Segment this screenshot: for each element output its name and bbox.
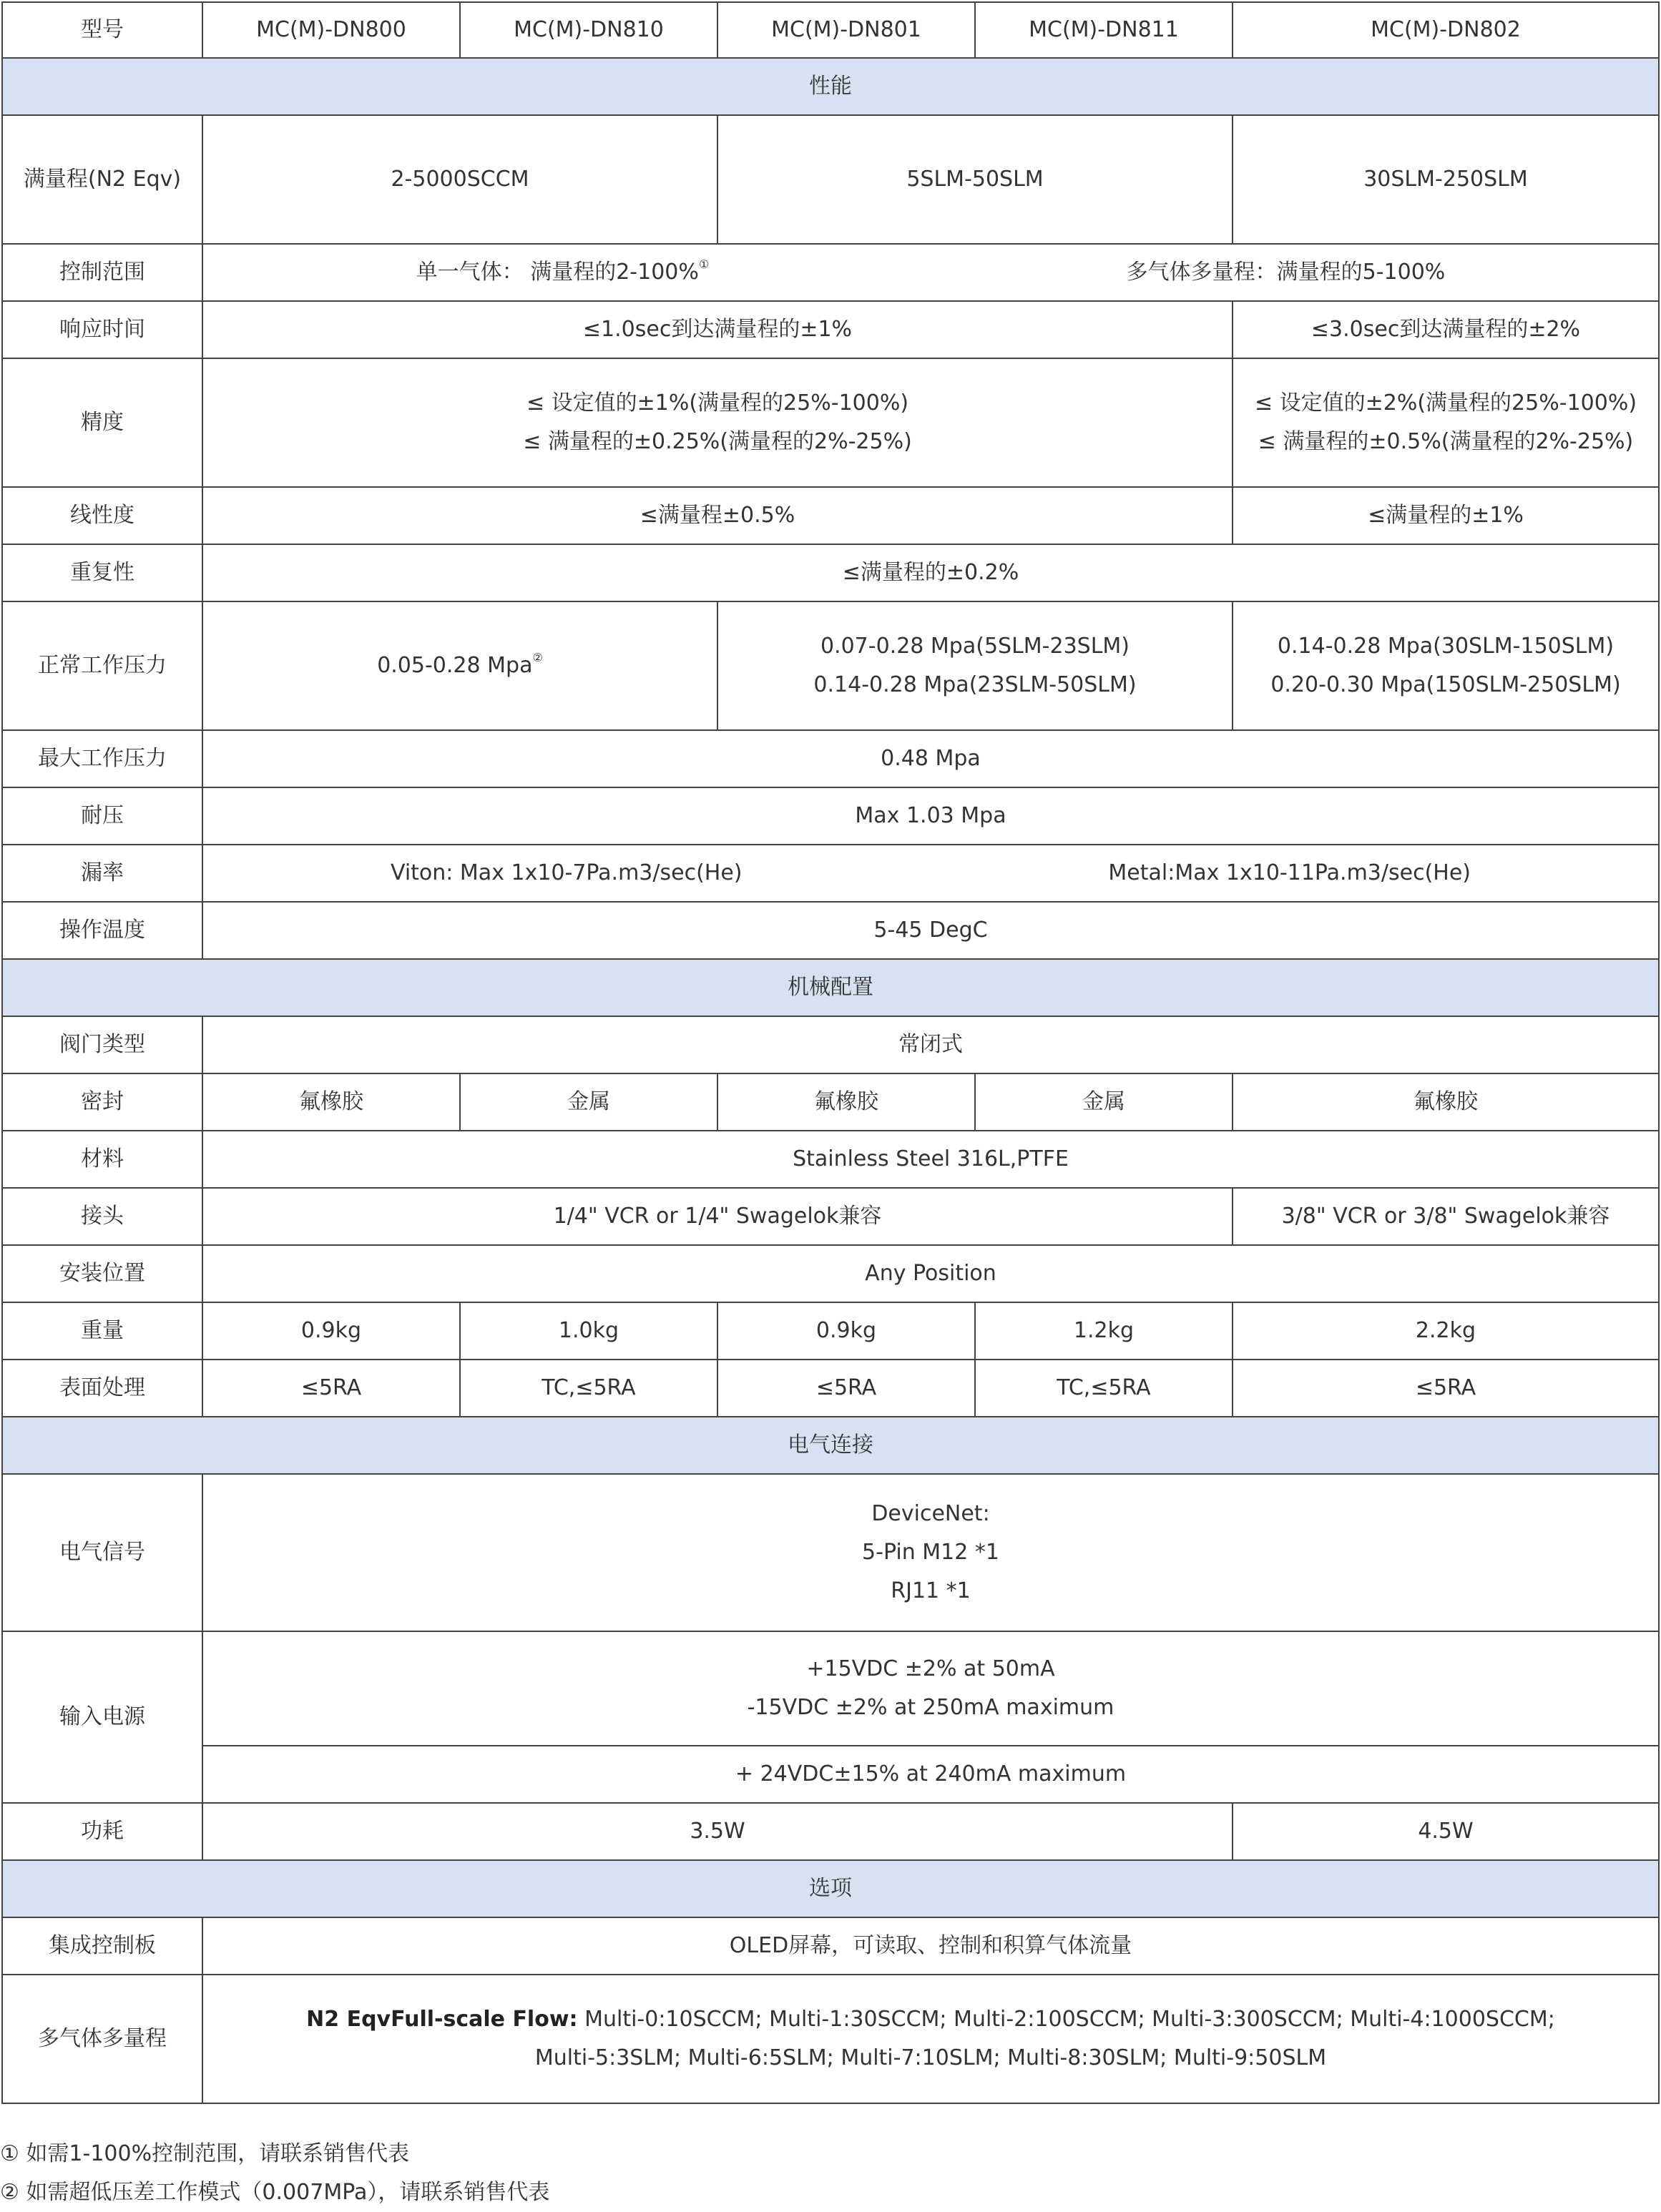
footnote-marker: ① <box>698 257 710 271</box>
single-gas-range: 单一气体： 满量程的2-100% <box>416 260 699 285</box>
proof-pressure-row <box>2 787 1659 845</box>
cell-value: 0.48 Mpa <box>202 730 1659 787</box>
max-pressure-row <box>2 730 1659 787</box>
metal-leak-rate: Metal:Max 1x10-11Pa.m3/sec(He) <box>1108 860 1471 885</box>
text-line: DeviceNet: <box>871 1501 990 1526</box>
cell-value: 2.2kg <box>1233 1302 1659 1360</box>
viton-leak-rate: Viton: Max 1x10-7Pa.m3/sec(He) <box>390 860 743 885</box>
cell-value: 金属 <box>975 1073 1233 1131</box>
seal-row <box>2 1073 1659 1131</box>
row-label: 控制范围 <box>2 244 202 301</box>
row-label: 线性度 <box>2 487 202 544</box>
cell-value: TC,≤5RA <box>975 1360 1233 1417</box>
cell-value: Max 1.03 Mpa <box>202 787 1659 845</box>
cell-value <box>1233 358 1659 487</box>
row-label: 安装位置 <box>2 1245 202 1302</box>
model-name: MC(M)-DN801 <box>717 2 975 58</box>
repeatability-row <box>2 544 1659 601</box>
cell-value: 4.5W <box>1233 1803 1659 1860</box>
text-line: 5-Pin M12 *1 <box>862 1540 999 1565</box>
cell-value: ≤5RA <box>717 1360 975 1417</box>
cell-value <box>202 1631 1659 1746</box>
row-label: 阀门类型 <box>2 1016 202 1073</box>
footnote: ① 如需1-100%控制范围，请联系销售代表 <box>0 2141 410 2166</box>
text-line: ≤ 设定值的±2%(满量程的25%-100%) <box>1254 390 1637 416</box>
text-line: Multi-0:10SCCM; Multi-1:30SCCM; Multi-2:100SCCM; Multi-3:300SCCM; Multi-4:1000SCCM; <box>577 2007 1555 2032</box>
fitting-row <box>2 1188 1659 1245</box>
section-header-performance: 性能 <box>2 58 1659 115</box>
text-line: ≤ 满量程的±0.5%(满量程的2%-25%) <box>1258 429 1634 454</box>
cell-value <box>202 601 717 730</box>
row-label: 接头 <box>2 1188 202 1245</box>
cell-value: 30SLM-250SLM <box>1233 115 1659 244</box>
cell-value: ≤3.0sec到达满量程的±2% <box>1233 301 1659 358</box>
row-label: 正常工作压力 <box>2 601 202 730</box>
response-row <box>2 301 1659 358</box>
model-name: MC(M)-DN811 <box>975 2 1233 58</box>
linearity-row <box>2 487 1659 544</box>
row-label: 操作温度 <box>2 902 202 959</box>
cell-value <box>202 244 1659 301</box>
multi-range-row <box>2 1975 1659 2103</box>
row-label: 电气信号 <box>2 1474 202 1631</box>
text-line: +15VDC ±2% at 50mA <box>806 1656 1055 1681</box>
row-label: 重量 <box>2 1302 202 1360</box>
row-label: 精度 <box>2 358 202 487</box>
model-name: MC(M)-DN802 <box>1233 2 1659 58</box>
cell-value: OLED屏幕，可读取、控制和积算气体流量 <box>202 1917 1659 1975</box>
cell-value: + 24VDC±15% at 240mA maximum <box>202 1746 1659 1803</box>
model-row <box>2 2 1659 58</box>
cell-value: 1.0kg <box>460 1302 717 1360</box>
row-label: 表面处理 <box>2 1360 202 1417</box>
text-line: 0.20-0.30 Mpa(150SLM-250SLM) <box>1270 672 1621 697</box>
temperature-row <box>2 902 1659 959</box>
control-board-row <box>2 1917 1659 1975</box>
leak-rate-row <box>2 845 1659 902</box>
cell-value: Stainless Steel 316L,PTFE <box>202 1131 1659 1188</box>
cell-value <box>717 601 1233 730</box>
row-label: 响应时间 <box>2 301 202 358</box>
cell-value: ≤满量程的±1% <box>1233 487 1659 544</box>
cell-value <box>202 845 1659 902</box>
multi-range-heading: N2 EqvFull-scale Flow: <box>306 2007 578 2032</box>
normal-pressure-row <box>2 601 1659 730</box>
text-line: 0.05-0.28 Mpa <box>377 653 533 678</box>
row-label: 满量程(N2 Eqv) <box>2 115 202 244</box>
power-consumption-row <box>2 1803 1659 1860</box>
section-header-options: 选项 <box>2 1860 1659 1917</box>
text-line: Multi-5:3SLM; Multi-6:5SLM; Multi-7:10SLM; Multi-8:30SLM; Multi-9:50SLM <box>534 2045 1327 2070</box>
cell-value: 金属 <box>460 1073 717 1131</box>
row-label: 最大工作压力 <box>2 730 202 787</box>
text-line: ≤ 满量程的±0.25%(满量程的2%-25%) <box>523 429 912 454</box>
weight-row <box>2 1302 1659 1360</box>
cell-value: ≤满量程的±0.2% <box>202 544 1659 601</box>
text-line: 0.14-0.28 Mpa(23SLM-50SLM) <box>813 672 1137 697</box>
model-name: MC(M)-DN800 <box>202 2 460 58</box>
footnote: ② 如需超低压差工作模式（0.007MPa），请联系销售代表 <box>0 2180 550 2205</box>
cell-value: TC,≤5RA <box>460 1360 717 1417</box>
cell-value: 0.9kg <box>202 1302 460 1360</box>
cell-value: 常闭式 <box>202 1016 1659 1073</box>
row-label: 材料 <box>2 1131 202 1188</box>
cell-value: ≤5RA <box>1233 1360 1659 1417</box>
cell-value: 3.5W <box>202 1803 1233 1860</box>
control-range-row <box>2 244 1659 301</box>
cell-value: 1/4" VCR or 1/4" Swagelok兼容 <box>202 1188 1233 1245</box>
footnotes <box>0 2135 549 2212</box>
text-line: 0.07-0.28 Mpa(5SLM-23SLM) <box>820 634 1130 659</box>
text-line: ≤ 设定值的±1%(满量程的25%-100%) <box>526 390 909 416</box>
signal-row <box>2 1474 1659 1631</box>
cell-value <box>202 358 1233 487</box>
text-line: 0.14-0.28 Mpa(30SLM-150SLM) <box>1277 634 1615 659</box>
material-row <box>2 1131 1659 1188</box>
section-header-electrical: 电气连接 <box>2 1417 1659 1474</box>
cell-value <box>202 1474 1659 1631</box>
row-label: 功耗 <box>2 1803 202 1860</box>
text-line: -15VDC ±2% at 250mA maximum <box>747 1695 1114 1720</box>
section-header-mechanical: 机械配置 <box>2 959 1659 1016</box>
cell-value: ≤5RA <box>202 1360 460 1417</box>
cell-value: 0.9kg <box>717 1302 975 1360</box>
cell-value <box>1233 601 1659 730</box>
spec-table <box>1 1 1660 2104</box>
cell-value: 氟橡胶 <box>202 1073 460 1131</box>
row-label: 耐压 <box>2 787 202 845</box>
cell-value: 5-45 DegC <box>202 902 1659 959</box>
model-label: 型号 <box>2 2 202 58</box>
row-label: 重复性 <box>2 544 202 601</box>
cell-value: 氟橡胶 <box>1233 1073 1659 1131</box>
cell-value: ≤满量程±0.5% <box>202 487 1233 544</box>
cell-value: 氟橡胶 <box>717 1073 975 1131</box>
mounting-row <box>2 1245 1659 1302</box>
cell-value: Any Position <box>202 1245 1659 1302</box>
row-label: 输入电源 <box>2 1631 202 1803</box>
power-input-row <box>2 1631 1659 1746</box>
cell-value: 3/8" VCR or 3/8" Swagelok兼容 <box>1233 1188 1659 1245</box>
accuracy-row <box>2 358 1659 487</box>
cell-value: 2-5000SCCM <box>202 115 717 244</box>
valve-type-row <box>2 1016 1659 1073</box>
row-label: 密封 <box>2 1073 202 1131</box>
footnote-marker: ② <box>532 651 543 664</box>
power-input-row-24v <box>2 1746 1659 1803</box>
finish-row <box>2 1360 1659 1417</box>
cell-value: 5SLM-50SLM <box>717 115 1233 244</box>
row-label: 集成控制板 <box>2 1917 202 1975</box>
row-label: 漏率 <box>2 845 202 902</box>
model-name: MC(M)-DN810 <box>460 2 717 58</box>
cell-value <box>202 1975 1659 2103</box>
cell-value: ≤1.0sec到达满量程的±1% <box>202 301 1233 358</box>
cell-value: 1.2kg <box>975 1302 1233 1360</box>
row-label: 多气体多量程 <box>2 1975 202 2103</box>
multi-gas-range: 多气体多量程：满量程的5-100% <box>1126 260 1446 285</box>
full-scale-row <box>2 115 1659 244</box>
text-line: RJ11 *1 <box>891 1578 971 1603</box>
